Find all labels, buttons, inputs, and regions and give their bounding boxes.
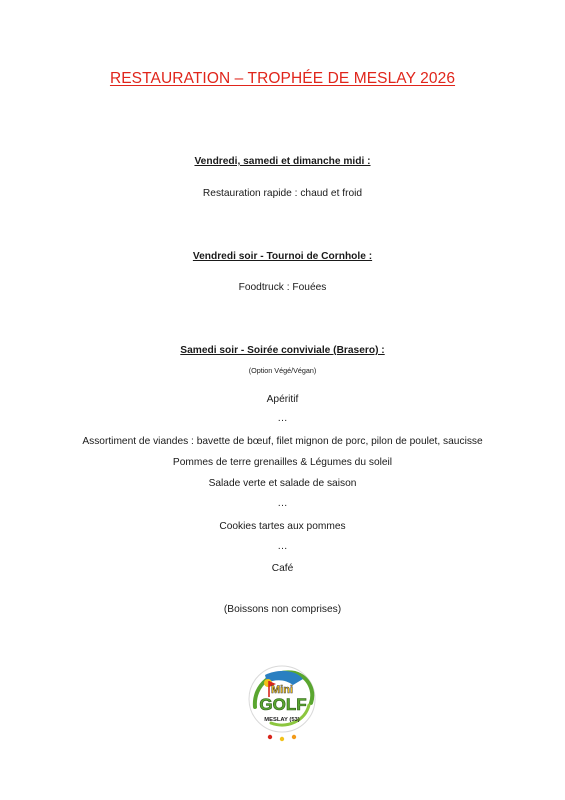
menu-item: Assortiment de viandes : bavette de bœuf, filet mignon de porc, pilon de poulet, saucisse bbox=[82, 436, 483, 447]
section-text-vendredi-soir: Foodtruck : Fouées bbox=[238, 282, 327, 293]
menu-item: Pommes de terre grenailles & Légumes du soleil bbox=[172, 457, 393, 468]
logo-text-golf: GOLF bbox=[259, 695, 307, 714]
page-title: RESTAURATION – TROPHÉE DE MESLAY 2026 bbox=[109, 70, 456, 87]
section-heading-midi: Vendredi, samedi et dimanche midi : bbox=[194, 156, 371, 167]
menu-item: Apéritif bbox=[266, 394, 299, 405]
section-heading-samedi-soir: Samedi soir - Soirée conviviale (Brasero) : bbox=[180, 345, 385, 356]
option-note: (Option Végé/Végan) bbox=[248, 366, 317, 375]
minigolf-logo bbox=[243, 663, 321, 745]
menu-item: Salade verte et salade de saison bbox=[208, 478, 357, 489]
menu-item: Café bbox=[271, 563, 294, 574]
section-heading-vendredi-soir: Vendredi soir - Tournoi de Cornhole : bbox=[192, 251, 373, 262]
logo-text-meslay: MESLAY (53) bbox=[264, 717, 300, 723]
section-text-midi: Restauration rapide : chaud et froid bbox=[202, 188, 363, 199]
logo-text-mini: Mini bbox=[271, 684, 293, 696]
menu-separator: … bbox=[277, 541, 288, 552]
menu-separator: … bbox=[277, 413, 288, 424]
drinks-note: (Boissons non comprises) bbox=[223, 604, 342, 615]
menu-item: Cookies tartes aux pommes bbox=[219, 521, 346, 532]
menu-separator: … bbox=[277, 498, 288, 509]
